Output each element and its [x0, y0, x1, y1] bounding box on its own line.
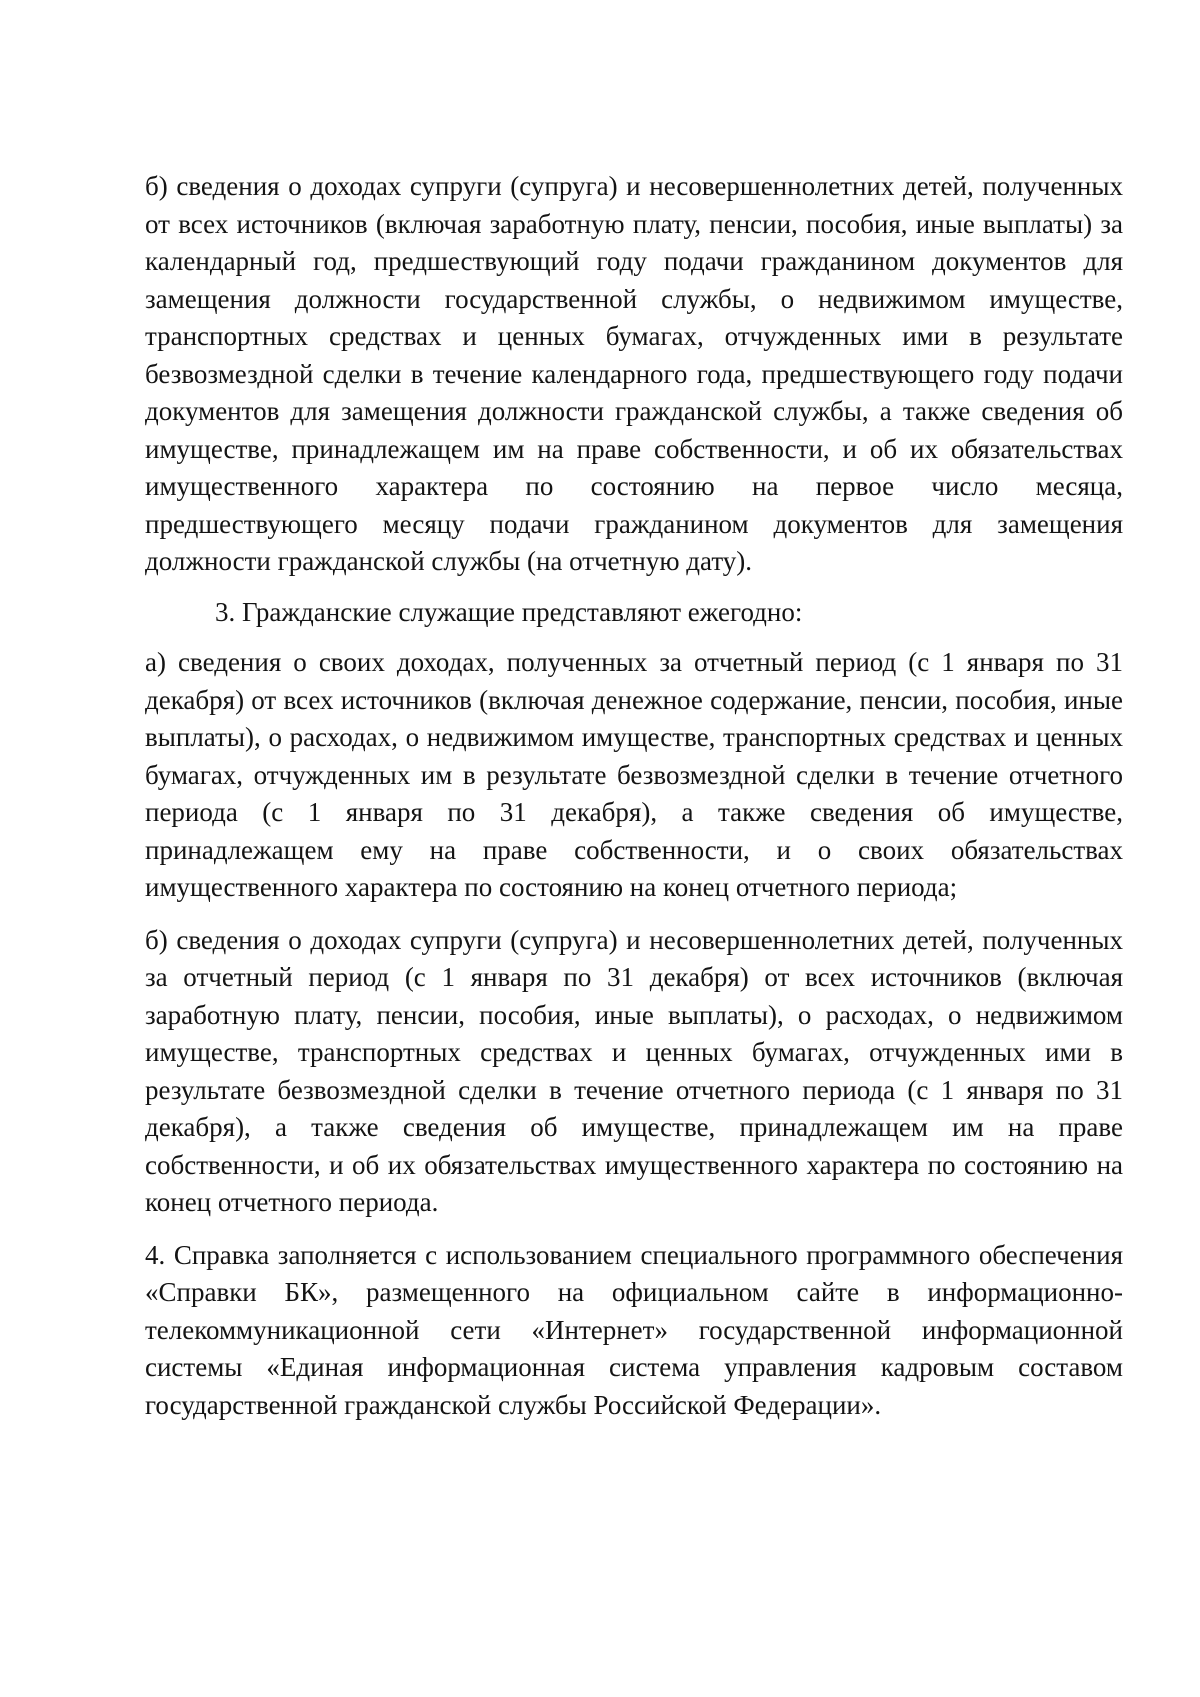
paragraph-4-software-note: 4. Справка заполняется с использованием специального программного обеспечения «Справки БК», размещенного на официальном сайте в информационно-телекоммуникационной сети «Интернет» государственной информационной системы «Единая информационная система управления кадровым составом государственной гражданской службы Российской Федерации».	[145, 1239, 1123, 1420]
paragraph-3-heading: 3. Гражданские служащие представляют ежегодно:	[215, 596, 803, 627]
document-body	[145, 168, 1123, 1424]
paragraph-3b-family-income: б) сведения о доходах супруги (супруга) и несовершеннолетних детей, полученных за отчетный период (с 1 января по 31 декабря) от всех источников (включая заработную плату, пенсии, пособия, иные выплаты), о расходах, о недвижимом имуществе, транспортных средствах и ценных бумагах, отчужденных ими в результате безвозмездной сделки в течение отчетного периода (с 1 января по 31 декабря), а также сведения об имуществе, принадлежащем им на праве собственности, и об их обязательствах имущественного характера по состоянию на конец отчетного периода.	[145, 924, 1123, 1217]
paragraph-2b-candidate-family-income: б) сведения о доходах супруги (супруга) и несовершеннолетних детей, полученных от всех источников (включая заработную плату, пенсии, пособия, иные выплаты) за календарный год, предшествующий году подачи гражданином документов для замещения должности государственной службы, о недвижимом имуществе, транспортных средствах и ценных бумагах, отчужденных ими в результате безвозмездной сделки в течение календарного года, предшествующего году подачи документов для замещения должности гражданской службы, а также сведения об имуществе, принадлежащем им на праве собственности, и об их обязательствах имущественного характера по состоянию на первое число месяца, предшествующего месяцу подачи гражданином документов для замещения должности гражданской службы (на отчетную дату).	[145, 171, 1123, 576]
paragraph-3a-own-income: а) сведения о своих доходах, полученных за отчетный период (с 1 января по 31 декабря) от всех источников (включая денежное содержание, пенсии, пособия, иные выплаты), о расходах, о недвижимом имуществе, транспортных средствах и ценных бумагах, отчужденных им в результате безвозмездной сделки в течение отчетного периода (с 1 января по 31 декабря), а также сведения об имуществе, принадлежащем ему на праве собственности, и о своих обязательствах имущественного характера по состоянию на конец отчетного периода;	[145, 647, 1123, 902]
